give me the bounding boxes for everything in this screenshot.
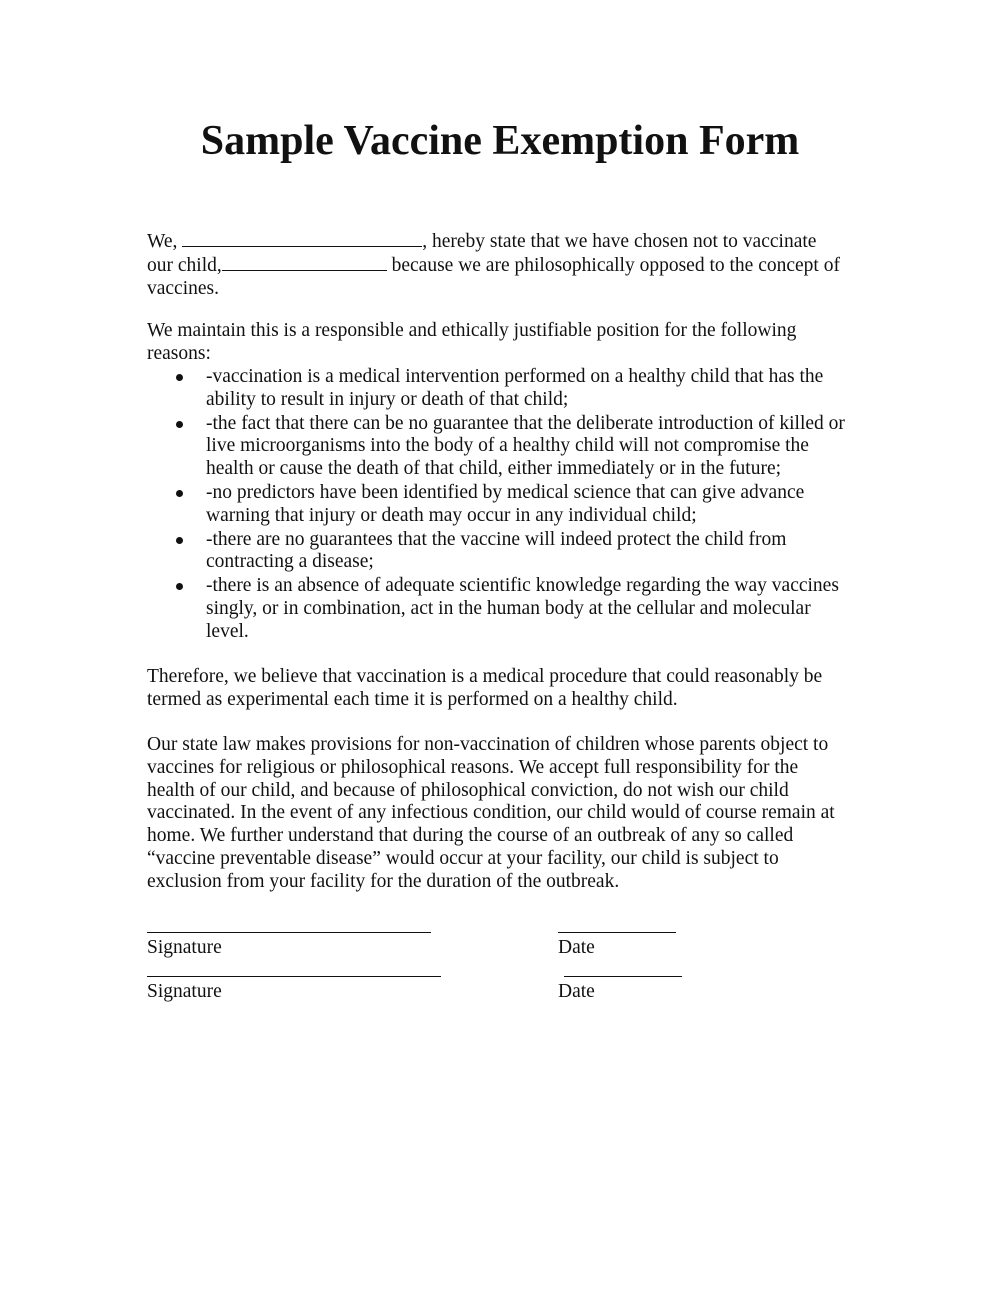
date-1-line[interactable] <box>558 932 676 933</box>
list-item <box>147 575 867 643</box>
intro-line-1-text: , hereby state that we have chosen not to vaccinate <box>422 231 817 252</box>
intro-line-3: vaccines. <box>147 277 220 299</box>
bullet-icon <box>176 583 183 590</box>
intro-child-text: our child, <box>147 254 222 276</box>
child-name-blank[interactable] <box>222 254 387 271</box>
bullet-icon <box>176 421 183 428</box>
date-2-label: Date <box>558 981 595 1002</box>
state-law-line: Our state law makes provisions for non-vaccination of children whose parents object to <box>147 734 829 755</box>
intro-line-2 <box>147 254 867 278</box>
list-item-line: contracting a disease; <box>206 551 374 573</box>
signature-2-label: Signature <box>147 981 222 1002</box>
signature-2-line[interactable] <box>147 976 441 977</box>
therefore-line-1: Therefore, we believe that vaccination is a medical procedure that could reasonably be <box>147 666 823 687</box>
reasons-intro-paragraph <box>147 320 867 366</box>
state-law-line: “vaccine preventable disease” would occur at your facility, our child is subject to <box>147 847 779 869</box>
state-law-line: exclusion from your facility for the duration of the outbreak. <box>147 870 620 892</box>
list-item-line: ability to result in injury or death of that child; <box>206 388 569 410</box>
bullet-icon <box>176 490 183 497</box>
list-item-line: -the fact that there can be no guarantee that the deliberate introduction of killed or <box>206 412 845 434</box>
list-item-line: -no predictors have been identified by medical science that can give advance <box>206 481 805 503</box>
list-item <box>147 413 867 481</box>
list-item-line: health or cause the death of that child, either immediately or in the future; <box>206 458 782 480</box>
state-law-line: vaccines for religious or philosophical reasons. We accept full responsibility for the <box>147 756 799 778</box>
reasons-intro-line-1: We maintain this is a responsible and ethically justifiable position for the following <box>147 320 797 341</box>
intro-we-text: We, <box>147 231 178 252</box>
signature-1-label: Signature <box>147 937 222 958</box>
date-2-line[interactable] <box>564 976 682 977</box>
therefore-paragraph <box>147 666 867 712</box>
list-item-line: -vaccination is a medical intervention performed on a healthy child that has the <box>206 366 824 387</box>
list-item <box>147 366 867 412</box>
parent-names-blank[interactable] <box>182 230 422 247</box>
signature-1-line[interactable] <box>147 932 431 933</box>
list-item <box>147 529 867 575</box>
bullet-icon <box>176 537 183 544</box>
list-item-line: -there is an absence of adequate scientific knowledge regarding the way vaccines <box>206 575 839 597</box>
state-law-line: health of our child, and because of philosophical conviction, do not wish our child <box>147 779 789 801</box>
reasons-list <box>147 366 867 645</box>
therefore-line-2: termed as experimental each time it is performed on a healthy child. <box>147 688 678 710</box>
list-item-line: singly, or in combination, act in the human body at the cellular and molecular <box>206 597 811 619</box>
intro-line-1 <box>147 230 867 254</box>
list-item-line: level. <box>206 620 249 642</box>
date-1-label: Date <box>558 937 595 958</box>
list-item-line: warning that injury or death may occur in any individual child; <box>206 504 697 526</box>
list-item-line: live microorganisms into the body of a healthy child will not compromise the <box>206 435 809 457</box>
bullet-icon <box>176 374 183 381</box>
intro-paragraph <box>147 230 867 300</box>
state-law-line: home. We further understand that during the course of an outbreak of any so called <box>147 825 794 847</box>
list-item <box>147 482 867 528</box>
state-law-line: vaccinated. In the event of any infectious condition, our child would of course remain at <box>147 802 835 824</box>
state-law-paragraph <box>147 734 867 894</box>
reasons-intro-line-2: reasons: <box>147 342 211 364</box>
intro-line-2-text: because we are philosophically opposed to the concept of <box>386 254 840 276</box>
list-item-line: -there are no guarantees that the vaccine will indeed protect the child from <box>206 528 787 550</box>
page-title: Sample Vaccine Exemption Form <box>200 118 800 164</box>
